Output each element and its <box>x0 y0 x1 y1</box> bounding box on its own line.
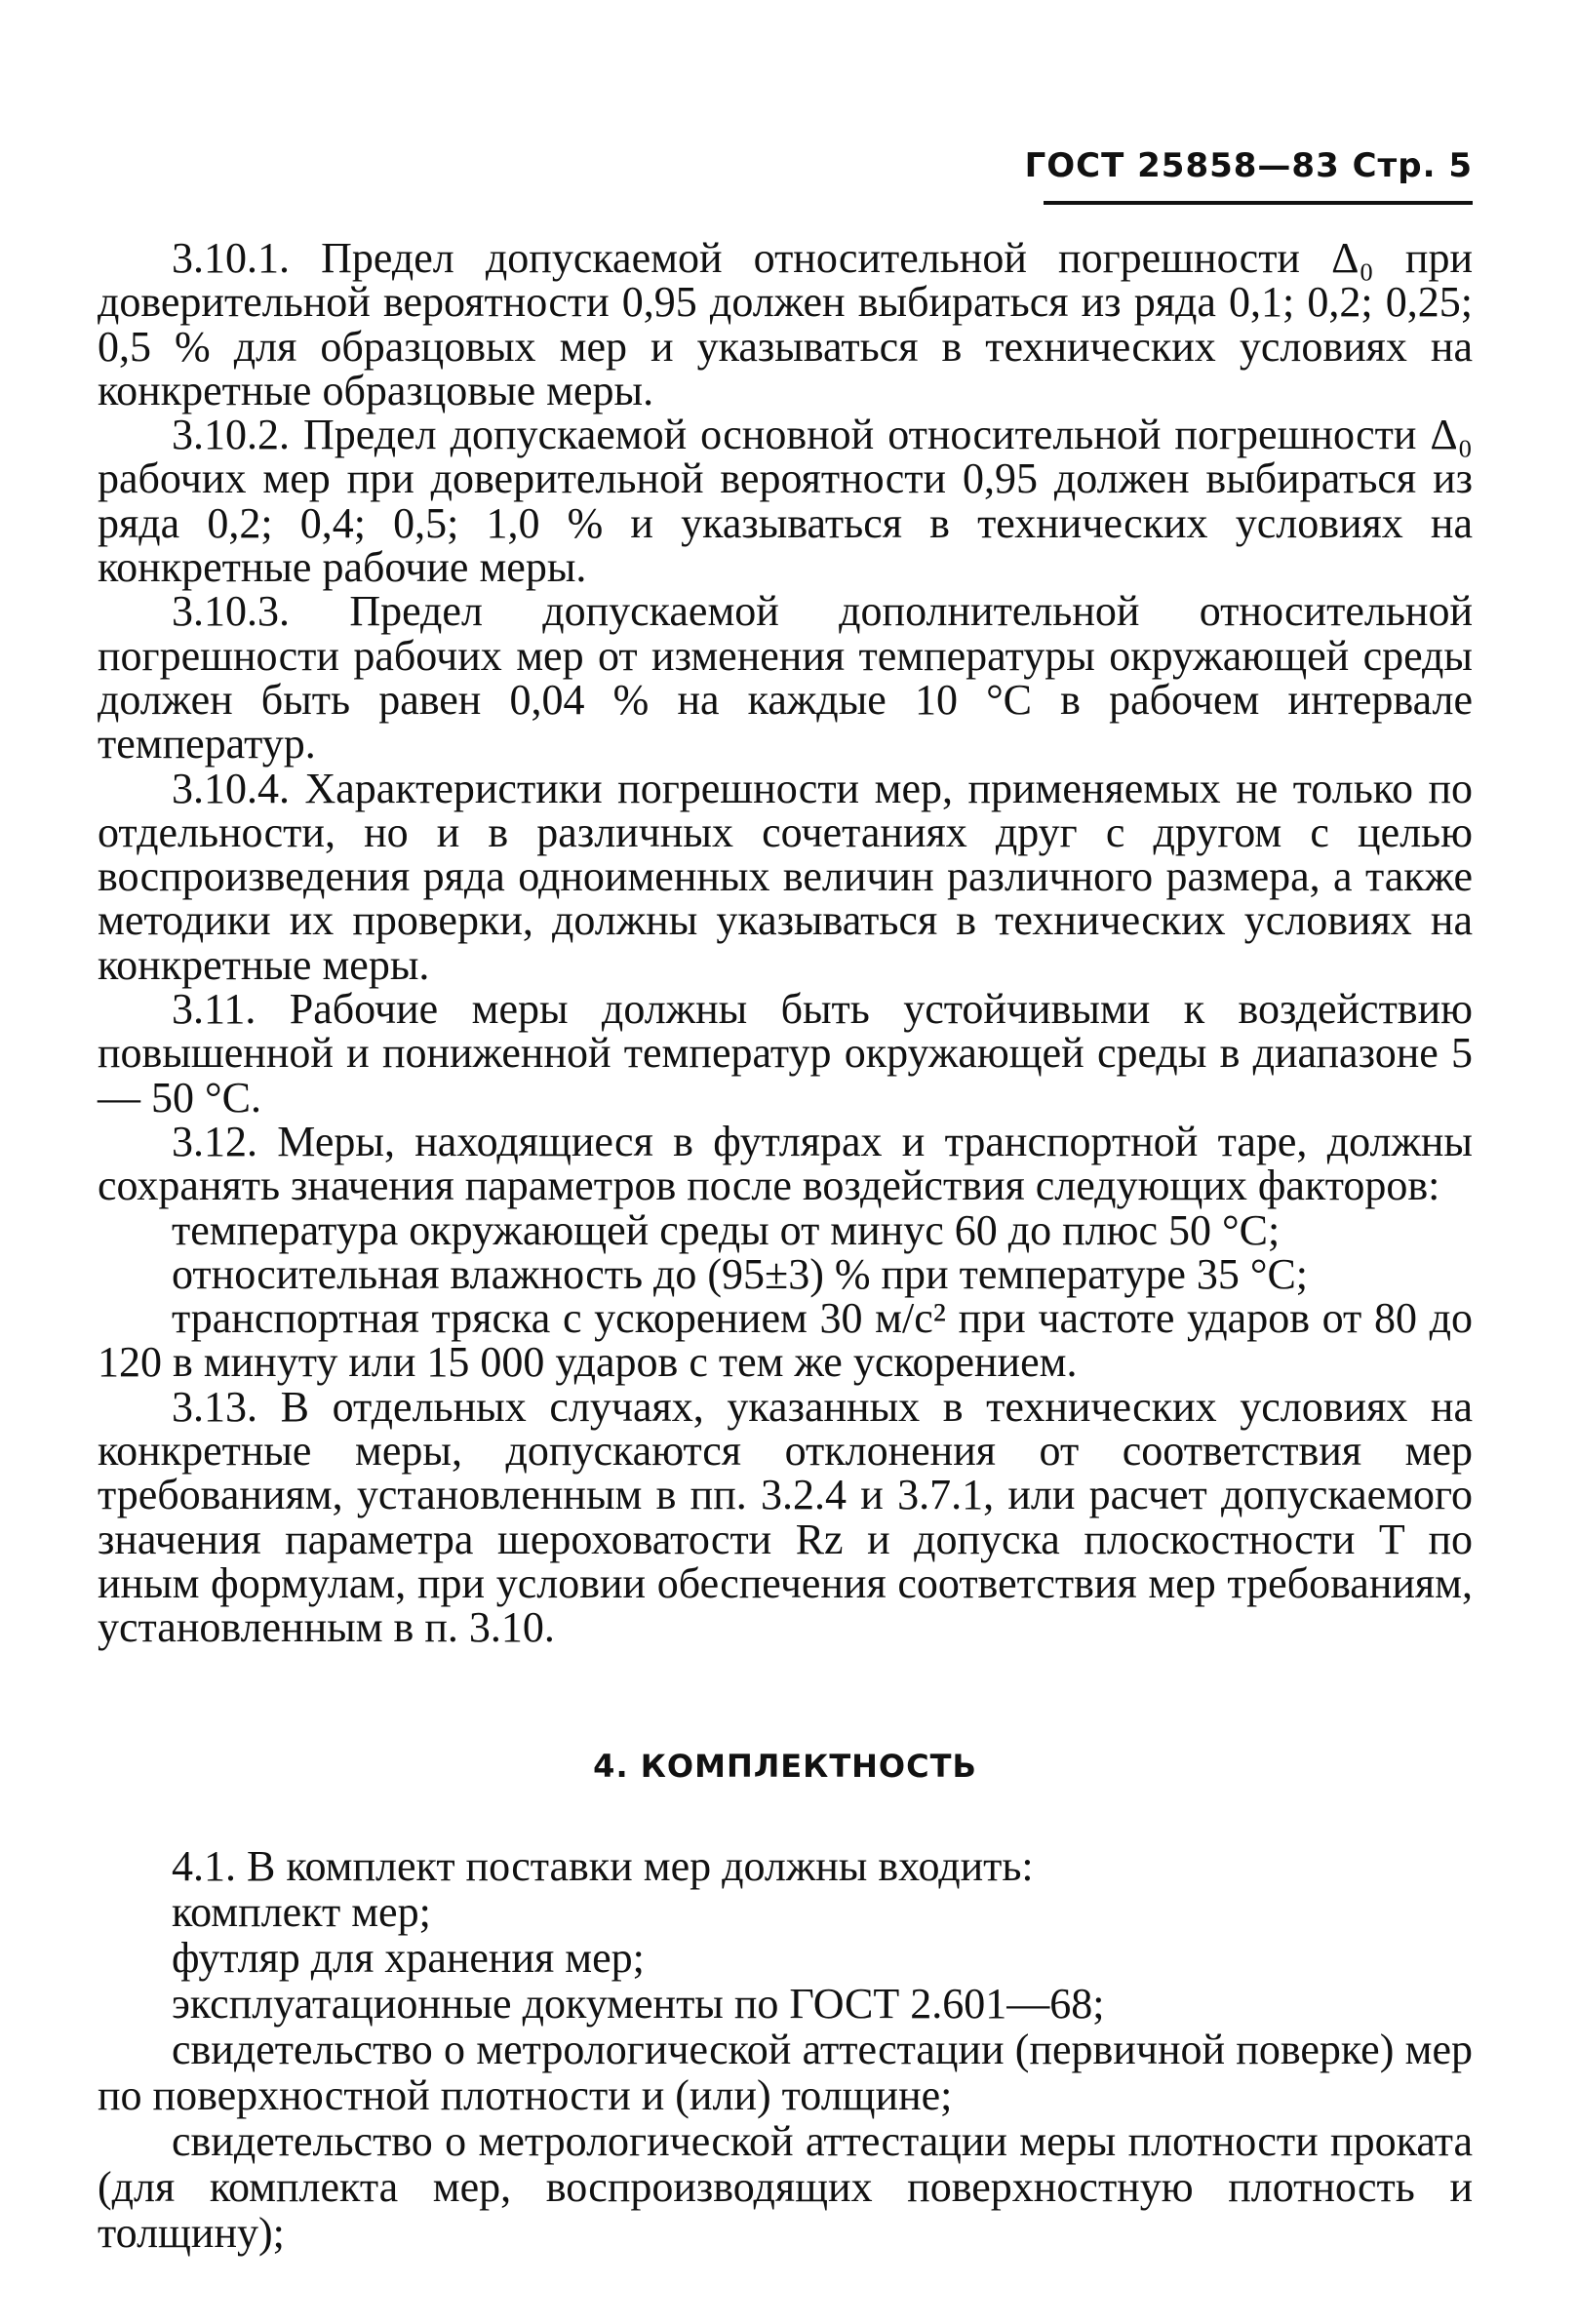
paragraph-3-10-1: 3.10.1. Предел допускаемой относительной погрешности Δ₀ при доверительной вероятности 0,95 должен выбираться из ряда 0,1; 0,2; 0,25; 0,5 % для образцовых мер и указываться в технических условиях на конкретные образцовые меры. <box>98 234 1473 414</box>
paragraph-3-11: 3.11. Рабочие меры должны быть устойчивыми к воздействию повышенной и пониженной температур окружающей среды в диапазоне 5 — 50 °С. <box>98 985 1473 1122</box>
list-item: свидетельство о метрологической аттестации меры плотности проката (для комплекта мер, воспроизводящих поверхностную плотность и толщину); <box>98 2116 1473 2257</box>
paragraph-4-1: 4.1. В комплект поставки мер должны входить: <box>172 1841 1034 1890</box>
section-heading: 4. КОМПЛЕКТНОСТЬ <box>593 1747 977 1785</box>
list-item: свидетельство о метрологической аттестации (первичной поверке) мер по поверхностной плотности и (или) толщине; <box>98 2025 1473 2119</box>
paragraph-3-10-3: 3.10.3. Предел допускаемой дополнительной относительной погрешности рабочих мер от изменения температуры окружающей среды должен быть равен 0,04 % на каждые 10 °С в рабочем интервале температур. <box>98 587 1473 768</box>
section3-body <box>98 236 1473 1650</box>
paragraph-3-10-2: 3.10.2. Предел допускаемой основной относительной погрешности Δ₀ рабочих мер при доверительной вероятности 0,95 должен выбираться из ряда 0,2; 0,4; 0,5; 1,0 % и указываться в технических условиях на конкретные рабочие меры. <box>98 411 1473 592</box>
section4-body <box>98 1843 1473 2256</box>
paragraph-3-13: 3.13. В отдельных случаях, указанных в технических условиях на конкретные меры, допускаются отклонения от соответствия мер требованиям, установленным в пп. 3.2.4 и 3.7.1, или расчет допускаемого значения параметра шероховатости Rz и допуска плоскостности T по иным формулам, при условии обеспечения соответствия мер требованиям, установленным в п. 3.10. <box>98 1382 1473 1652</box>
document-page <box>98 146 1473 2256</box>
paragraph-3-12: 3.12. Меры, находящиеся в футлярах и транспортной таре, должны сохранять значения параметров после воздействия следующих факторов: <box>98 1117 1473 1210</box>
factor-humidity: относительная влажность до (95±3) % при температуре 35 °С; <box>172 1249 1309 1298</box>
list-item: комплект мер; <box>172 1887 431 1936</box>
list-item: эксплуатационные документы по ГОСТ 2.601—68; <box>172 1979 1105 2028</box>
factor-temperature: температура окружающей среды от минус 60 до плюс 50 °С; <box>172 1205 1281 1254</box>
running-head: ГОСТ 25858—83 Стр. 5 <box>1024 146 1473 185</box>
paragraph-3-10-4: 3.10.4. Характеристики погрешности мер, применяемых не только по отдельности, но и в различных сочетаниях друг с другом с целью воспроизведения ряда одноименных величин различного размера, а также методики их проверки, должны указываться в технических условиях на конкретные меры. <box>98 764 1473 989</box>
header-rule <box>1044 201 1473 205</box>
list-item: футляр для хранения мер; <box>172 1933 645 1982</box>
factor-transport-shaking: транспортная тряска с ускорением 30 м/с² при частоте ударов от 80 до 120 в минуту или 15 000 ударов с тем же ускорением. <box>98 1294 1473 1387</box>
